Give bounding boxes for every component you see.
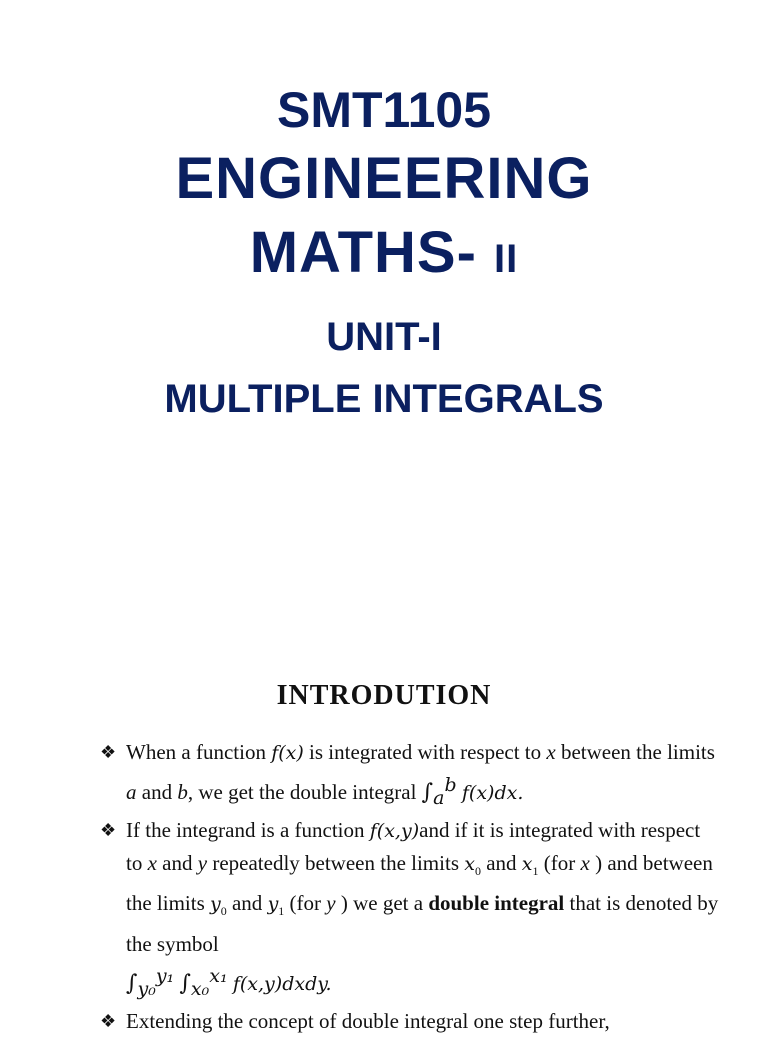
subscript: 0 <box>220 904 227 919</box>
text: is integrated with respect to <box>303 740 547 764</box>
limit-lower: x₀ <box>190 977 210 1000</box>
var: x <box>546 740 556 764</box>
bullet-1 <box>100 736 720 814</box>
var: x <box>580 851 590 876</box>
text: (for <box>284 891 327 916</box>
integral-symbol: ∫ <box>421 780 434 805</box>
var: a <box>126 780 137 804</box>
title-block <box>0 78 768 424</box>
limit-upper: x₁ <box>209 964 228 987</box>
var: y <box>326 891 336 916</box>
bullet-diamond-icon: ❖ <box>100 742 117 762</box>
text: and <box>156 851 198 876</box>
title-line-2 <box>0 216 768 296</box>
intro-heading: INTRODUTION <box>276 680 492 711</box>
math: f(x)dx. <box>461 782 524 804</box>
integral-symbol: ∫ <box>126 970 138 996</box>
bullet-diamond-icon: ❖ <box>100 820 117 841</box>
text: ) we get a <box>335 891 429 916</box>
math: f(x) <box>271 742 304 764</box>
text: and <box>480 851 522 876</box>
bullet-diamond-icon: ❖ <box>100 1010 117 1031</box>
math: y <box>210 893 221 916</box>
text: (for <box>538 851 581 876</box>
math: y <box>267 893 279 916</box>
var: y <box>197 851 208 876</box>
limit-lower: y₀ <box>137 977 156 1000</box>
bullet-2 <box>100 814 720 1005</box>
limit-lower: a <box>433 787 445 810</box>
text: If the integrand is a function <box>126 818 370 843</box>
text: and if it is integrated with respect to <box>126 818 701 876</box>
text: ) and between the limits <box>126 851 713 916</box>
text: and <box>136 780 178 804</box>
unit-label: UNIT-I <box>326 315 442 359</box>
limit-upper: b <box>444 774 457 796</box>
title-line-2-suffix: II <box>494 237 519 281</box>
text: When a function <box>126 740 272 764</box>
text: between the limits <box>555 740 715 764</box>
integral-symbol: ∫ <box>179 970 191 996</box>
math: f(x,y)dxdy. <box>232 972 332 995</box>
math: x <box>521 853 533 876</box>
text: and <box>226 891 268 916</box>
course-code: SMT1105 <box>276 82 491 138</box>
var: x <box>147 851 157 876</box>
subtitle: MULTIPLE INTEGRALS <box>164 377 604 421</box>
text: repeatedly between the limits <box>207 851 465 876</box>
text: , we get the double integral <box>187 780 422 804</box>
subscript: 1 <box>278 904 285 919</box>
subscript: 1 <box>532 864 539 879</box>
title-line-1: ENGINEERING <box>175 146 593 211</box>
var: b <box>177 780 188 804</box>
text: Extending the concept of double integral one step further, <box>126 1008 610 1033</box>
limit-upper: y₁ <box>155 964 175 987</box>
bullet-3 <box>100 1005 720 1037</box>
text: that is denoted by the symbol <box>126 891 719 956</box>
bold-term: double integral <box>428 891 565 916</box>
math: x <box>464 853 475 876</box>
subscript: 0 <box>474 864 481 879</box>
intro-content <box>100 736 720 1037</box>
math: f(x,y) <box>369 820 420 843</box>
title-line-2-main: MATHS- <box>249 220 477 285</box>
